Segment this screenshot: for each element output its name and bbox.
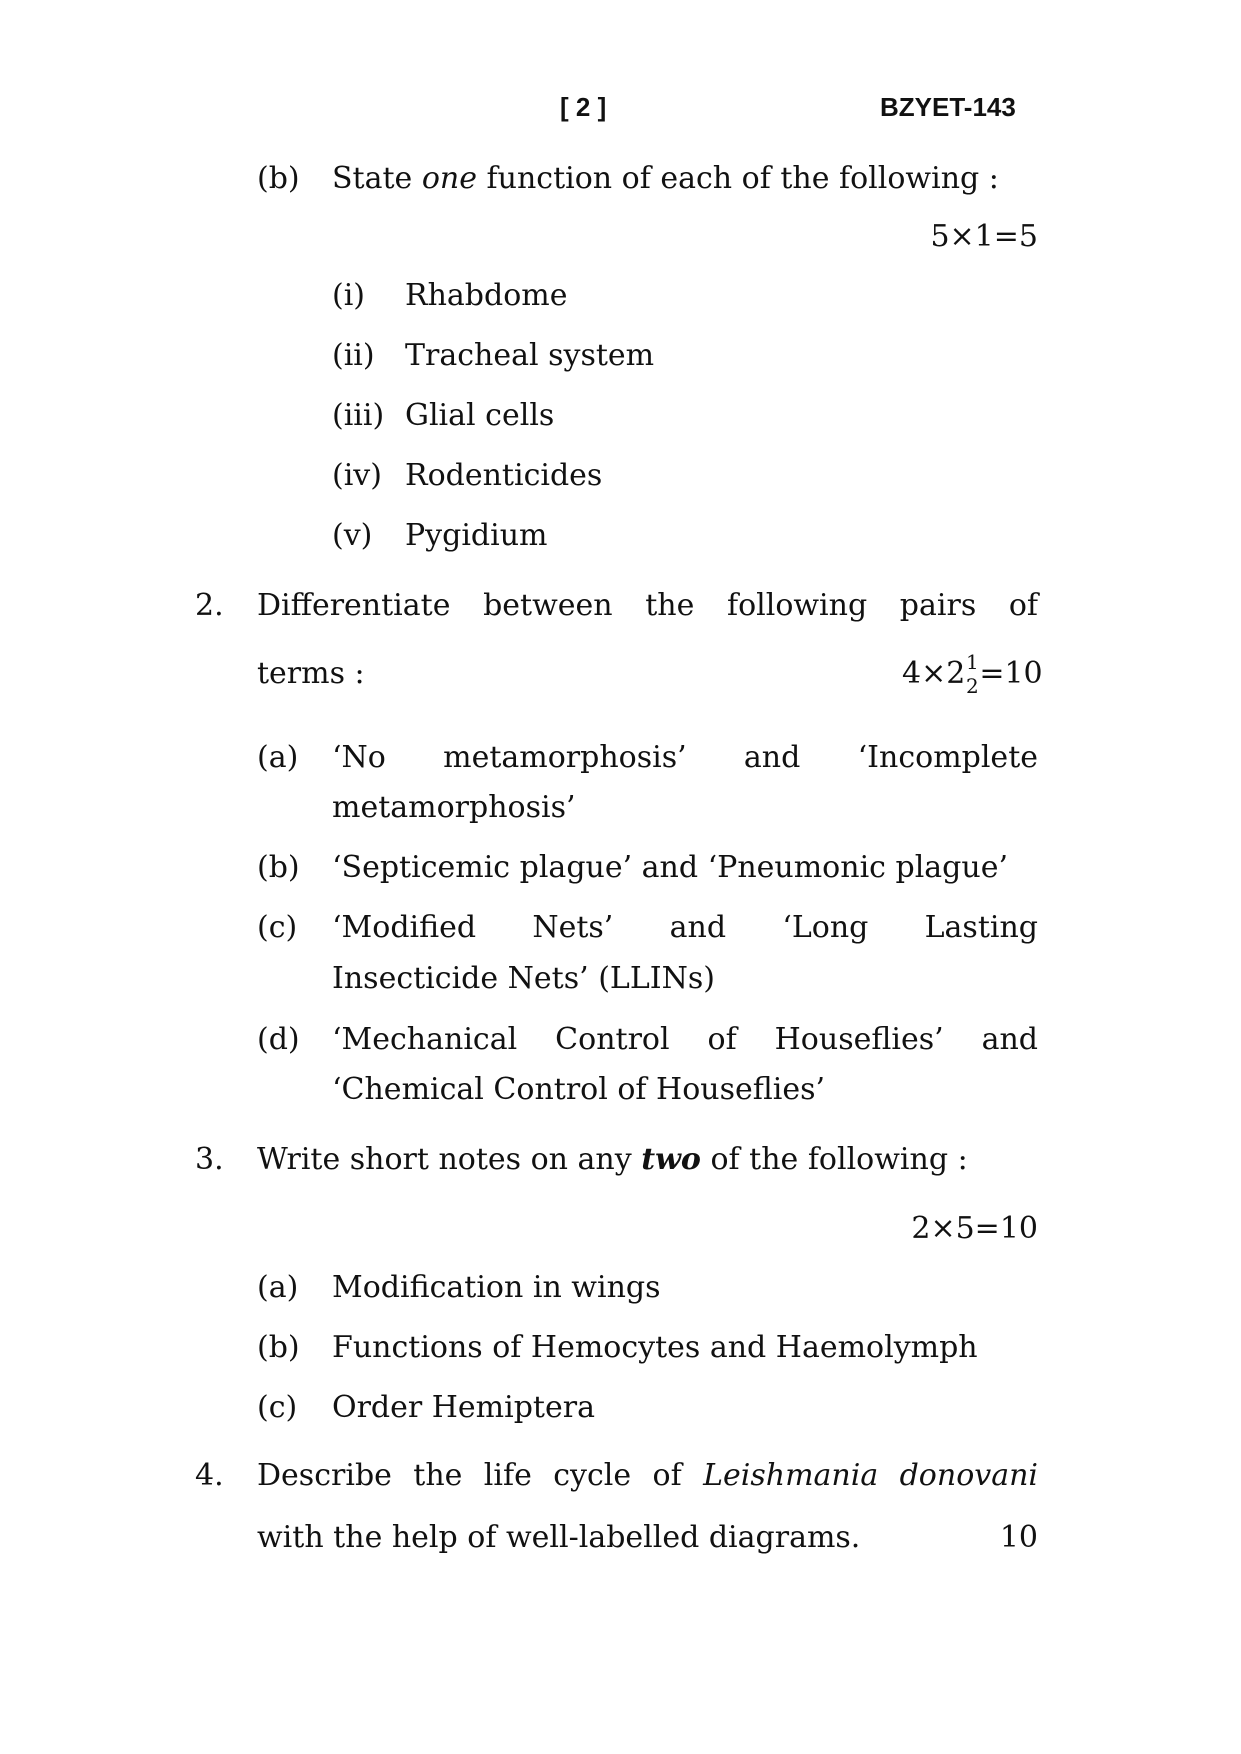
q2-item-text-line1: ‘Septicemic plague’ and ‘Pneumonic plague’ [332, 850, 1008, 885]
q2-stem-line1: Differentiate between the following pairs of [257, 588, 1038, 623]
q4-stem-line1: Describe the life cycle of Leishmania donovani [257, 1458, 1039, 1493]
q3-stem: Write short notes on any two of the following : [257, 1142, 968, 1177]
q1b-item-text: Rhabdome [405, 278, 568, 313]
q1b-item-text: Glial cells [405, 398, 555, 433]
q2-item-text-line2: Insecticide Nets’ (LLINs) [332, 961, 715, 996]
q2-item-text-line1: ‘Modified Nets’ and ‘Long Lasting [332, 910, 1038, 945]
q1b-label: (b) [257, 161, 300, 196]
q2-item-text-line2: metamorphosis’ [332, 790, 576, 825]
q1b-item-num: (iii) [332, 398, 385, 433]
q4-number: 4. [195, 1458, 224, 1493]
q1b-item-num: (iv) [332, 458, 382, 493]
q3-item-text: Functions of Hemocytes and Haemolymph [332, 1330, 978, 1365]
q2-item-num: (b) [257, 850, 300, 885]
q3-emphasis: two [641, 1142, 701, 1177]
q1b-marks: 5×1=5 [930, 219, 1038, 254]
q2-number: 2. [195, 588, 224, 623]
q2-marks: 4×2 1 2 =10 [902, 650, 1043, 698]
q4-species-name: Leishmania donovani [703, 1458, 1039, 1493]
q2-item-text-line2: ‘Chemical Control of Houseflies’ [332, 1072, 826, 1107]
q2-item-num: (d) [257, 1022, 300, 1057]
q3-item-num: (a) [257, 1270, 299, 1305]
q1b-item-num: (ii) [332, 338, 375, 373]
q4-stem-line2: with the help of well-labelled diagrams. [257, 1520, 861, 1555]
q1b-item-text: Rodenticides [405, 458, 603, 493]
q3-marks: 2×5=10 [911, 1211, 1038, 1246]
q4-marks: 10 [999, 1520, 1038, 1555]
q2-item-num: (a) [257, 740, 299, 775]
q1b-stem: State one function of each of the following : [332, 161, 999, 196]
q1b-item-num: (v) [332, 518, 373, 553]
q1b-item-num: (i) [332, 278, 366, 313]
q3-item-num: (c) [257, 1390, 298, 1425]
q3-item-text: Modification in wings [332, 1270, 661, 1305]
q2-item-text-line1: ‘No metamorphosis’ and ‘Incomplete [332, 740, 1038, 775]
q2-item-num: (c) [257, 910, 298, 945]
q1b-item-text: Pygidium [405, 518, 548, 553]
q2-item-text-line1: ‘Mechanical Control of Houseflies’ and [332, 1022, 1038, 1057]
q3-item-text: Order Hemiptera [332, 1390, 595, 1425]
q3-number: 3. [195, 1142, 224, 1177]
q1b-item-text: Tracheal system [405, 338, 655, 373]
page-number: [ 2 ] [560, 92, 607, 122]
q2-marks-fraction: 1 2 [965, 650, 979, 698]
paper-code: BZYET-143 [880, 92, 1016, 122]
q2-stem-line2: terms : [257, 656, 365, 691]
q1b-emphasis: one [421, 161, 477, 196]
q3-item-num: (b) [257, 1330, 300, 1365]
